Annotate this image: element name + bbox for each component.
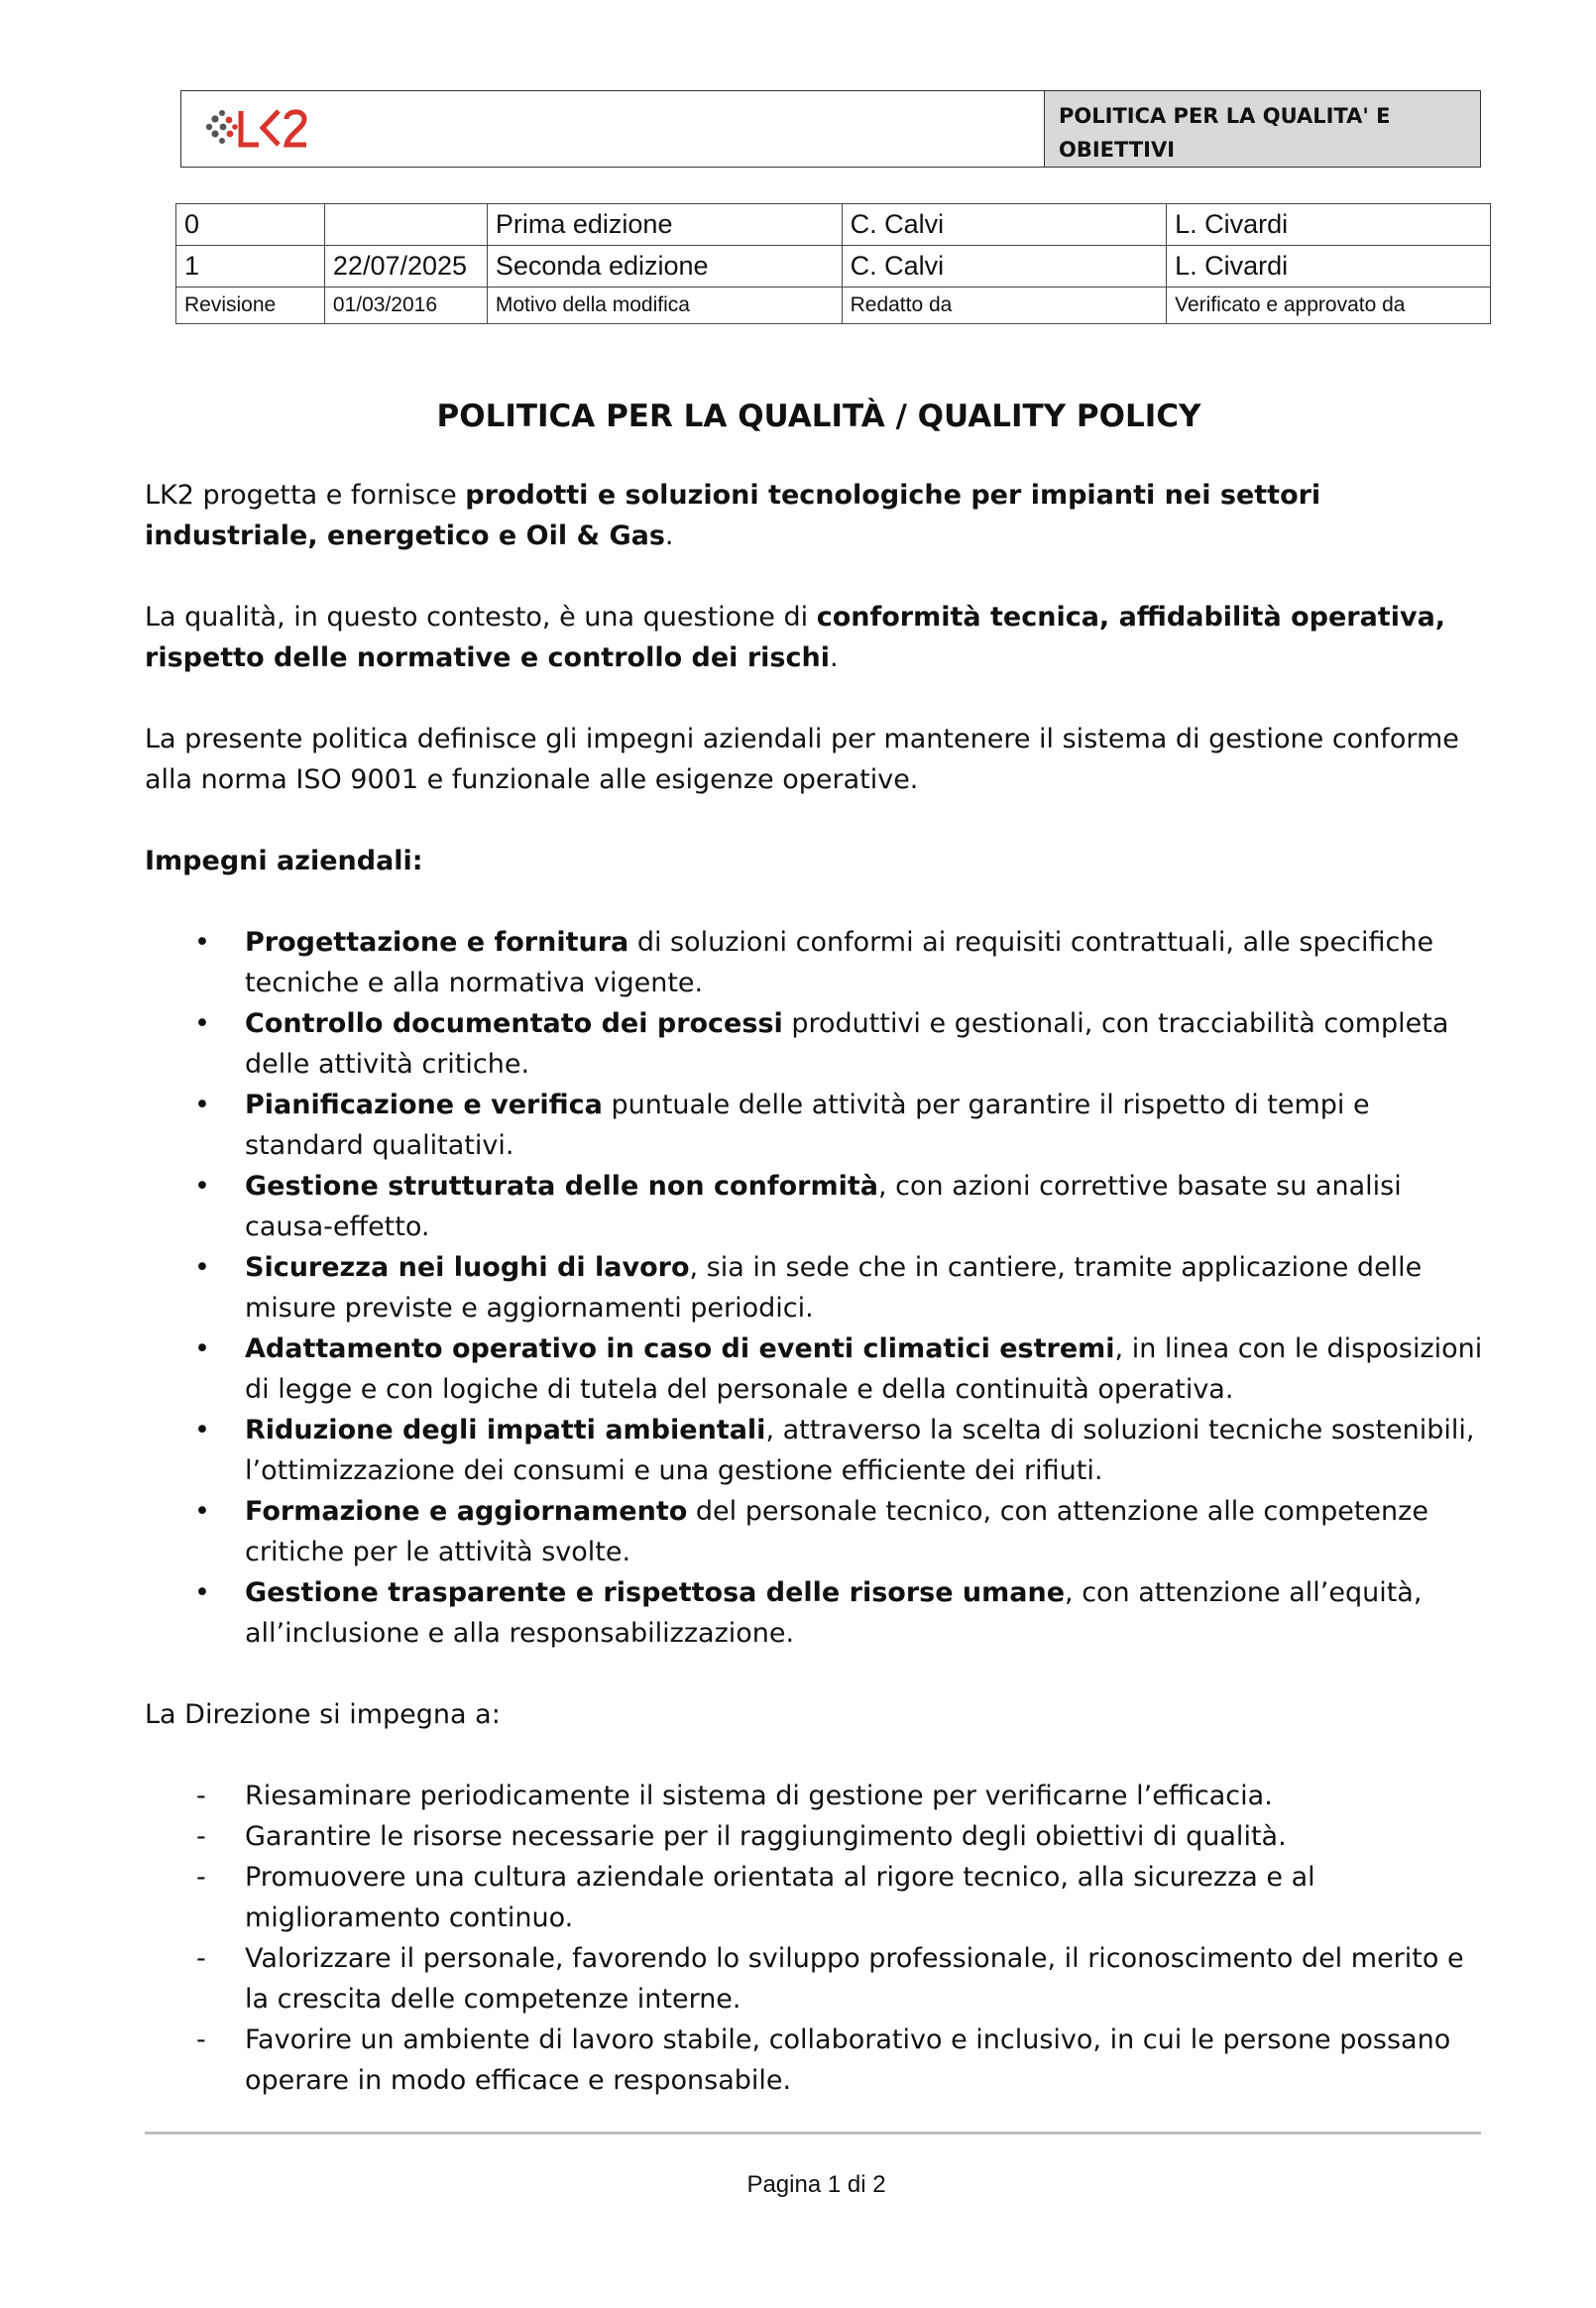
revision-number-cell: 0 — [176, 204, 325, 246]
list-item — [145, 1491, 1493, 1572]
document-body — [145, 387, 1493, 2101]
commitment-text: , con azioni correttive basate su analisi causa-effetto. — [245, 1171, 1402, 1242]
dash-icon: - — [196, 1821, 206, 1852]
dash-icon: - — [196, 1943, 206, 1974]
commitment-bold: Pianificazione e verifica — [245, 1090, 603, 1120]
bullet-icon: • — [194, 1008, 210, 1039]
list-item — [145, 1328, 1493, 1410]
commitment-text: puntuale delle attività per garantire il rispetto di tempi e standard qualitativi. — [245, 1090, 1370, 1161]
commitment-text: di soluzioni conformi ai requisiti contrattuali, alle specifiche tecniche e alla normativa vigente. — [245, 927, 1434, 998]
management-item-text: Riesaminare periodicamente il sistema di gestione per verificarne l’efficacia. — [245, 1781, 1273, 1811]
table-row — [176, 246, 1491, 288]
lk2-logo-icon — [201, 101, 330, 157]
bullet-icon: • — [194, 1252, 210, 1283]
commitment-bold: Gestione trasparente e rispettosa delle risorse umane — [245, 1577, 1066, 1608]
management-item-text: Favorire un ambiente di lavoro stabile, collaborativo e inclusivo, in cui le persone possano operare in modo efficace e responsabile. — [245, 2024, 1451, 2096]
commitment-text: , attraverso la scelta di soluzioni tecniche sostenibili, l’ottimizzazione dei consumi e una gestione efficiente dei rifiuti. — [245, 1415, 1475, 1486]
page-number: Pagina 1 di 2 — [746, 2171, 886, 2198]
quality-text: La qualità, in questo contesto, è una questione di — [145, 602, 817, 633]
revision-reason-cell: Prima edizione — [487, 204, 842, 246]
page-title: POLITICA PER LA QUALITÀ / QUALITY POLICY — [436, 399, 1201, 434]
list-item — [145, 922, 1493, 1003]
footer-divider — [145, 2132, 1481, 2135]
revision-table — [175, 203, 1491, 324]
table-row — [176, 204, 1491, 246]
commitment-bold: Gestione strutturata delle non conformità — [245, 1171, 878, 1202]
intro-text: LK2 progetta e fornisce — [145, 480, 466, 511]
list-item — [145, 1085, 1493, 1166]
label-author: Redatto da — [842, 288, 1167, 324]
table-label-row — [176, 288, 1491, 324]
revision-author-cell: C. Calvi — [842, 204, 1167, 246]
commitment-bold: Riduzione degli impatti ambientali — [245, 1415, 766, 1445]
revision-author-cell: C. Calvi — [842, 246, 1167, 288]
document-header — [180, 90, 1481, 168]
label-reason: Motivo della modifica — [487, 288, 842, 324]
commitment-text: , sia in sede che in cantiere, tramite applicazione delle misure previste e aggiornamenti periodici. — [245, 1252, 1423, 1324]
header-document-title: POLITICA PER LA QUALITA' E OBIETTIVI — [1044, 91, 1480, 167]
revision-approver-cell: L. Civardi — [1167, 246, 1491, 288]
bullet-icon: • — [194, 927, 210, 958]
commitment-text: , con attenzione all’equità, all’inclusione e alla responsabilizzazione. — [245, 1577, 1423, 1649]
commitments-heading: Impegni aziendali: — [145, 846, 423, 876]
list-item — [145, 1572, 1493, 1654]
commitment-bold: Formazione e aggiornamento — [245, 1496, 688, 1527]
list-item — [145, 1166, 1493, 1247]
management-list — [145, 1776, 1493, 2101]
bullet-icon: • — [194, 1333, 210, 1364]
bullet-icon: • — [194, 1496, 210, 1527]
list-item — [145, 1410, 1493, 1491]
quality-bold-text: conformità tecnica, affidabilità operativa, rispetto delle normative e controllo dei rischi — [145, 602, 1446, 673]
commitment-text: produttivi e gestionali, con tracciabilità completa delle attività critiche. — [245, 1008, 1449, 1080]
bullet-icon: • — [194, 1090, 210, 1120]
bullet-icon: • — [194, 1577, 210, 1608]
company-logo — [181, 91, 1044, 167]
intro-bold-text: prodotti e soluzioni tecnologiche per impianti nei settori industriale, energetico e Oil & Gas — [145, 480, 1321, 551]
quality-paragraph — [145, 597, 1493, 678]
revision-date-cell — [324, 204, 487, 246]
list-item — [145, 1247, 1493, 1328]
dash-icon: - — [196, 1781, 206, 1811]
revision-approver-cell: L. Civardi — [1167, 204, 1491, 246]
list-item — [145, 1816, 1493, 1857]
management-item-text: Valorizzare il personale, favorendo lo sviluppo professionale, il riconoscimento del merito e la crescita delle competenze interne. — [245, 1943, 1464, 2015]
commitment-bold: Sicurezza nei luoghi di lavoro — [245, 1252, 690, 1283]
intro-end: . — [664, 520, 674, 551]
label-approver: Verificato e approvato da — [1167, 288, 1491, 324]
list-item — [145, 1003, 1493, 1085]
list-item — [145, 1776, 1493, 1816]
management-intro: La Direzione si impegna a: — [145, 1699, 501, 1730]
commitments-list — [145, 922, 1493, 1654]
scope-paragraph: La presente politica definisce gli impegni aziendali per mantenere il sistema di gestione conforme alla norma ISO 9001 e funzionale alle esigenze operative. — [145, 724, 1459, 795]
intro-paragraph — [145, 475, 1493, 556]
bullet-icon: • — [194, 1415, 210, 1445]
label-revision: Revisione — [176, 288, 325, 324]
management-item-text: Promuovere una cultura aziendale orientata al rigore tecnico, alla sicurezza e al miglioramento continuo. — [245, 1862, 1315, 1933]
commitment-bold: Adattamento operativo in caso di eventi climatici estremi — [245, 1333, 1115, 1364]
revision-date-cell: 22/07/2025 — [324, 246, 487, 288]
list-item — [145, 1857, 1493, 1938]
label-date: 01/03/2016 — [324, 288, 487, 324]
revision-number-cell: 1 — [176, 246, 325, 288]
revision-reason-cell: Seconda edizione — [487, 246, 842, 288]
dash-icon: - — [196, 1862, 206, 1893]
commitment-bold: Progettazione e fornitura — [245, 927, 629, 958]
list-item — [145, 1938, 1493, 2020]
bullet-icon: • — [194, 1171, 210, 1202]
commitment-bold: Controllo documentato dei processi — [245, 1008, 783, 1039]
list-item — [145, 2020, 1493, 2101]
quality-end: . — [829, 642, 839, 673]
dash-icon: - — [196, 2024, 206, 2055]
management-item-text: Garantire le risorse necessarie per il raggiungimento degli obiettivi di qualità. — [245, 1821, 1287, 1852]
commitment-text: , in linea con le disposizioni di legge e con logiche di tutela del personale e della continuità operativa. — [245, 1333, 1483, 1405]
commitment-text: del personale tecnico, con attenzione alle competenze critiche per le attività svolte. — [245, 1496, 1428, 1567]
